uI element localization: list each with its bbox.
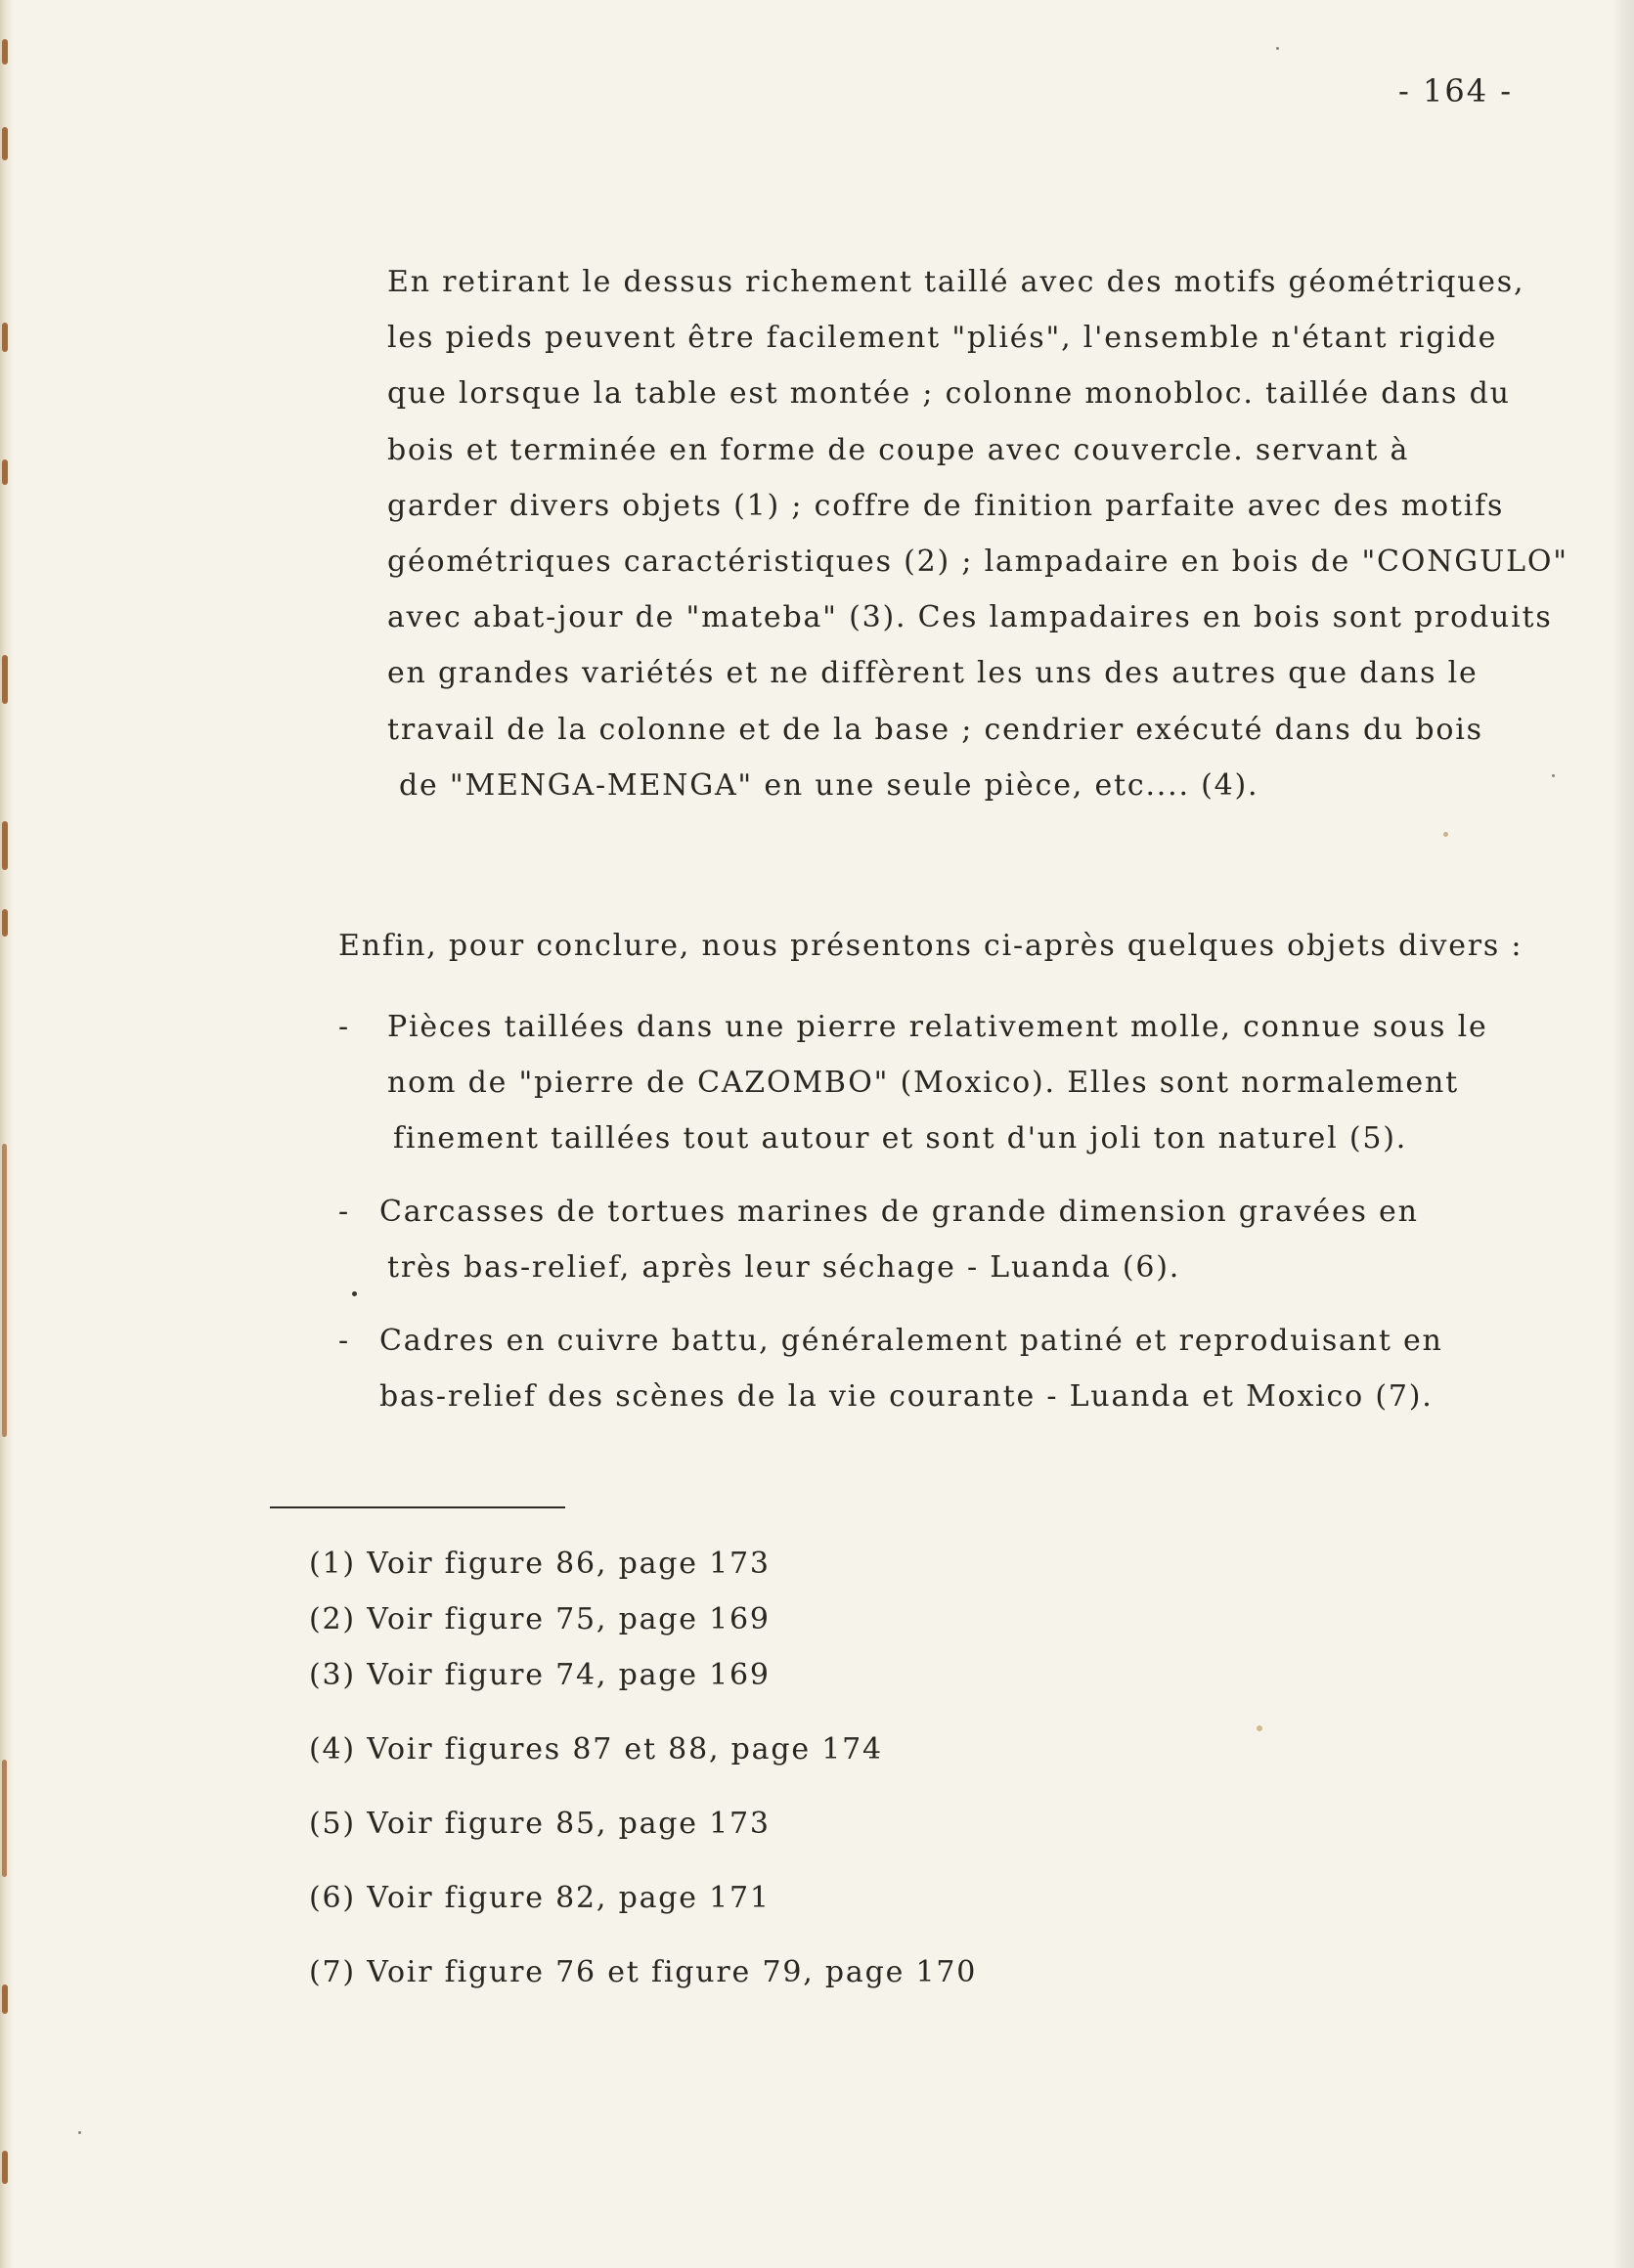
paragraph-line: de "MENGA-MENGA" en une seule pièce, etc.... (4). [399, 767, 1259, 803]
paragraph-line: avec abat-jour de "mateba" (3). Ces lampadaires en bois sont produits [387, 600, 1553, 635]
binding-stain [2, 909, 8, 937]
paragraph-line: En retirant le dessus richement taillé avec des motifs géométriques, [387, 265, 1525, 299]
scan-speck [1276, 47, 1279, 50]
list-item-line: Carcasses de tortues marines de grande dimension gravées en [379, 1195, 1419, 1229]
footnote-separator [270, 1506, 565, 1508]
scan-speck [1443, 832, 1448, 837]
binding-stain [2, 1760, 7, 1877]
footnote: (5) Voir figure 85, page 173 [309, 1807, 771, 1841]
binding-stain [2, 2151, 8, 2184]
list-item-line: finement taillées tout autour et sont d'un joli ton naturel (5). [393, 1121, 1408, 1156]
footnotes [309, 1541, 977, 1996]
paragraph-line: géométriques caractéristiques (2) ; lampadaire en bois de "CONGULO" [387, 544, 1568, 579]
scan-speck [1257, 1725, 1262, 1731]
binding-stain [2, 323, 8, 352]
list-dash: - [338, 1195, 350, 1229]
footnote: (7) Voir figure 76 et figure 79, page 170 [309, 1955, 978, 1989]
paragraph-line: que lorsque la table est montée ; colonne monobloc. taillée dans du [387, 376, 1511, 412]
list-item-line: bas-relief des scènes de la vie courante - Luanda et Moxico (7). [379, 1379, 1434, 1414]
list-item-line: très bas-relief, après leur séchage - Luanda (6). [387, 1250, 1181, 1285]
footnote: (2) Voir figure 75, page 169 [309, 1602, 771, 1636]
list-dash: - [338, 1010, 350, 1044]
paragraph-line: en grandes variétés et ne diffèrent les uns des autres que dans le [387, 656, 1479, 691]
footnote: (3) Voir figure 74, page 169 [309, 1658, 771, 1692]
page-number: - 164 - [1398, 72, 1514, 109]
list-item [338, 1313, 1570, 1424]
body-paragraph [387, 254, 1580, 813]
binding-stain [2, 1984, 8, 2014]
paragraph-line: bois et terminée en forme de coupe avec couvercle. servant à [387, 432, 1410, 467]
paragraph-line: travail de la colonne et de la base ; cendrier exécuté dans du bois [387, 712, 1483, 747]
paragraph-line: garder divers objets (1) ; coffre de finition parfaite avec des motifs [387, 488, 1505, 523]
list-item [338, 1184, 1570, 1295]
footnote: (4) Voir figures 87 et 88, page 174 [309, 1732, 883, 1766]
paragraph-line: les pieds peuvent être facilement "pliés", l'ensemble n'étant rigide [387, 321, 1498, 356]
list-item [338, 999, 1570, 1166]
page-edge [1612, 0, 1634, 2268]
binding-stain [2, 127, 8, 160]
intro-sentence: Enfin, pour conclure, nous présentons ci-après quelques objets divers : [338, 929, 1524, 963]
footnote: (6) Voir figure 82, page 171 [309, 1881, 771, 1915]
list-item-line: Cadres en cuivre battu, généralement patiné et reproduisant en [379, 1324, 1443, 1358]
binding-stain [2, 655, 8, 704]
binding-stain [2, 821, 8, 870]
list-item-line: nom de "pierre de CAZOMBO" (Moxico). Elles sont normalement [387, 1066, 1459, 1100]
scan-speck [78, 2131, 81, 2134]
list-item-line: Pièces taillées dans une pierre relativement molle, connue sous le [387, 1010, 1488, 1044]
binding-stain [2, 1144, 7, 1437]
footnote: (1) Voir figure 86, page 173 [309, 1547, 771, 1581]
binding-stain [2, 39, 8, 65]
binding-stain [2, 459, 8, 485]
objects-list [338, 999, 1570, 1442]
list-dash: - [338, 1324, 350, 1358]
